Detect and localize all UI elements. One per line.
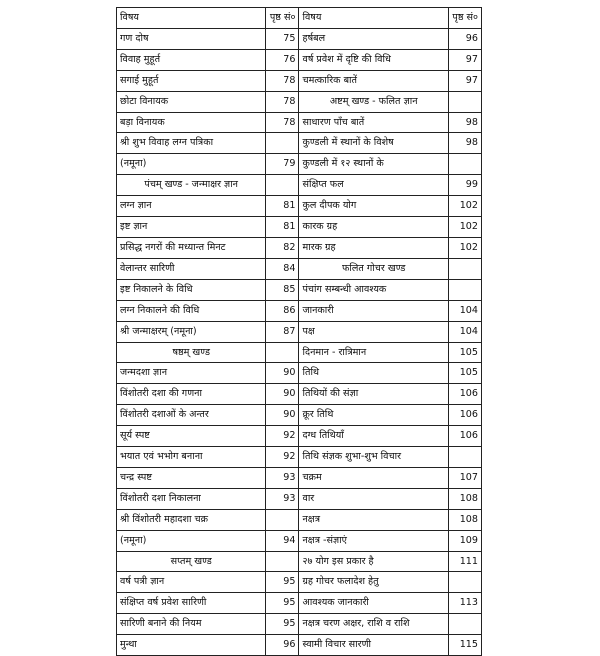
section-page-blank [448, 91, 481, 112]
entry-page-number: 109 [448, 530, 481, 551]
entry-page-number: 78 [266, 70, 299, 91]
entry-title: २७ योग इस प्रकार है [299, 551, 448, 572]
entry-page-number: 97 [448, 70, 481, 91]
entry-title: पंचांग सम्बन्धी आवश्यक [299, 279, 448, 300]
entry-title: नक्षत्र -संज्ञाएं [299, 530, 448, 551]
contents-body [117, 28, 482, 655]
section-heading: सप्तम् खण्ड [117, 551, 266, 572]
entry-title: तिथि [299, 363, 448, 384]
entry-title: लग्न निकालने की विधि [117, 300, 266, 321]
table-row [117, 405, 482, 426]
section-page-blank [448, 258, 481, 279]
entry-title: कारक ग्रह [299, 217, 448, 238]
entry-page-number: 92 [266, 426, 299, 447]
entry-page-number: 93 [266, 467, 299, 488]
entry-page-number: 113 [448, 593, 481, 614]
entry-title: साधारण पाँच बातें [299, 112, 448, 133]
entry-page-number: 84 [266, 258, 299, 279]
table-row [117, 91, 482, 112]
section-heading: पंचम् खण्ड - जन्माक्षर ज्ञान [117, 175, 266, 196]
entry-title: श्री जन्माक्षरम् (नमूना) [117, 321, 266, 342]
entry-title: दिनमान - रात्रिमान [299, 342, 448, 363]
entry-page-number: 111 [448, 551, 481, 572]
entry-page-number [448, 154, 481, 175]
table-row [117, 467, 482, 488]
table-row [117, 384, 482, 405]
entry-title: बड़ा विनायक [117, 112, 266, 133]
entry-title: नक्षत्र चरण अक्षर, राशि व राशि [299, 614, 448, 635]
entry-page-number: 95 [266, 593, 299, 614]
entry-title: (नमूना) [117, 530, 266, 551]
section-heading: षष्ठम् खण्ड [117, 342, 266, 363]
table-row [117, 133, 482, 154]
entry-title: विवाह मुहूर्त [117, 49, 266, 70]
entry-page-number: 78 [266, 91, 299, 112]
entry-title: वर्ष प्रवेश में दृष्टि की विधि [299, 49, 448, 70]
entry-page-number: 102 [448, 217, 481, 238]
entry-title: भयात एवं भभोग बनाना [117, 447, 266, 468]
table-row [117, 447, 482, 468]
entry-page-number: 79 [266, 154, 299, 175]
entry-page-number: 106 [448, 384, 481, 405]
entry-title: जानकारी [299, 300, 448, 321]
entry-page-number: 99 [448, 175, 481, 196]
entry-page-number: 115 [448, 635, 481, 656]
entry-title: वर्ष पत्री ज्ञान [117, 572, 266, 593]
entry-page-number: 104 [448, 300, 481, 321]
table-row [117, 530, 482, 551]
entry-page-number: 102 [448, 196, 481, 217]
entry-page-number: 81 [266, 196, 299, 217]
entry-title: विंशोतरी दशा की गणना [117, 384, 266, 405]
entry-title: तिथियों की संज्ञा [299, 384, 448, 405]
entry-title: छोटा विनायक [117, 91, 266, 112]
entry-page-number: 86 [266, 300, 299, 321]
entry-page-number: 107 [448, 467, 481, 488]
entry-page-number: 98 [448, 112, 481, 133]
header-subject-left: विषय [117, 8, 266, 29]
entry-page-number: 76 [266, 49, 299, 70]
entry-title: सगाई मुहूर्त [117, 70, 266, 91]
entry-page-number: 92 [266, 447, 299, 468]
table-row [117, 49, 482, 70]
header-page-left: पृष्ठ सं० [266, 8, 299, 29]
entry-page-number: 90 [266, 405, 299, 426]
entry-title: जन्मदशा ज्ञान [117, 363, 266, 384]
table-row [117, 154, 482, 175]
entry-title: स्वामी विचार सारणी [299, 635, 448, 656]
entry-title: चन्द्र स्पष्ट [117, 467, 266, 488]
table-row [117, 321, 482, 342]
table-row [117, 196, 482, 217]
entry-page-number: 87 [266, 321, 299, 342]
entry-page-number: 75 [266, 28, 299, 49]
entry-page-number [448, 614, 481, 635]
entry-title: कुल दीपक योग [299, 196, 448, 217]
entry-title: ग्रह गोचर फलादेश हेतु [299, 572, 448, 593]
table-row [117, 300, 482, 321]
entry-title: वेलान्तर सारिणी [117, 258, 266, 279]
entry-page-number: 78 [266, 112, 299, 133]
entry-title: मारक ग्रह [299, 237, 448, 258]
entry-page-number: 81 [266, 217, 299, 238]
contents-table [116, 7, 482, 656]
entry-page-number: 90 [266, 384, 299, 405]
entry-title: इष्ट निकालने के विधि [117, 279, 266, 300]
entry-title: दग्ध तिथियाँ [299, 426, 448, 447]
table-row [117, 614, 482, 635]
section-page-blank [266, 551, 299, 572]
entry-page-number: 95 [266, 614, 299, 635]
table-row [117, 363, 482, 384]
entry-page-number: 93 [266, 488, 299, 509]
entry-title: पक्ष [299, 321, 448, 342]
entry-page-number: 102 [448, 237, 481, 258]
entry-title: सारिणी बनाने की नियम [117, 614, 266, 635]
table-row [117, 593, 482, 614]
entry-page-number: 108 [448, 509, 481, 530]
entry-page-number: 104 [448, 321, 481, 342]
table-row [117, 426, 482, 447]
entry-page-number: 106 [448, 405, 481, 426]
section-page-blank [266, 175, 299, 196]
entry-page-number [448, 279, 481, 300]
entry-page-number: 95 [266, 572, 299, 593]
table-row [117, 258, 482, 279]
entry-title: कुण्डली में १२ स्थानों के [299, 154, 448, 175]
table-row [117, 279, 482, 300]
entry-title: इष्ट ज्ञान [117, 217, 266, 238]
entry-title: चमत्कारिक बातें [299, 70, 448, 91]
entry-title: (नमूना) [117, 154, 266, 175]
entry-title: सूर्य स्पष्ट [117, 426, 266, 447]
entry-title: संक्षिप्त वर्ष प्रवेश सारिणी [117, 593, 266, 614]
header-row [117, 8, 482, 29]
entry-title: मुन्था [117, 635, 266, 656]
entry-title: प्रसिद्ध नगरों की मध्यान्त मिनट [117, 237, 266, 258]
entry-title: विंशोतरी दशा निकालना [117, 488, 266, 509]
entry-title: श्री विंशोतरी महादशा चक्र [117, 509, 266, 530]
entry-title: श्री शुभ विवाह लग्न पत्रिका [117, 133, 266, 154]
section-heading: अष्टम् खण्ड - फलित ज्ञान [299, 91, 448, 112]
entry-page-number: 85 [266, 279, 299, 300]
header-subject-right: विषय [299, 8, 448, 29]
table-row [117, 237, 482, 258]
entry-title: आवश्यक जानकारी [299, 593, 448, 614]
entry-title: विंशोतरी दशाओं के अन्तर [117, 405, 266, 426]
table-row [117, 551, 482, 572]
table-row [117, 342, 482, 363]
entry-title: लग्न ज्ञान [117, 196, 266, 217]
header-page-right: पृष्ठ सं० [448, 8, 481, 29]
table-row [117, 572, 482, 593]
entry-page-number: 105 [448, 363, 481, 384]
entry-page-number [448, 572, 481, 593]
entry-title: नक्षत्र [299, 509, 448, 530]
entry-page-number: 105 [448, 342, 481, 363]
entry-page-number: 90 [266, 363, 299, 384]
table-row [117, 635, 482, 656]
table-row [117, 175, 482, 196]
section-page-blank [266, 342, 299, 363]
entry-page-number: 97 [448, 49, 481, 70]
entry-title: वार [299, 488, 448, 509]
entry-page-number [266, 509, 299, 530]
table-row [117, 28, 482, 49]
table-row [117, 217, 482, 238]
entry-title: चक्रम [299, 467, 448, 488]
entry-page-number [266, 133, 299, 154]
table-row [117, 112, 482, 133]
entry-page-number [448, 447, 481, 468]
entry-title: क्रूर तिथि [299, 405, 448, 426]
entry-page-number: 108 [448, 488, 481, 509]
entry-title: तिथि संज्ञक शुभा-शुभ विचार [299, 447, 448, 468]
entry-page-number: 96 [448, 28, 481, 49]
entry-page-number: 98 [448, 133, 481, 154]
table-row [117, 70, 482, 91]
table-row [117, 509, 482, 530]
entry-page-number: 96 [266, 635, 299, 656]
entry-title: हर्षबल [299, 28, 448, 49]
section-heading: फलित गोचर खण्ड [299, 258, 448, 279]
entry-page-number: 106 [448, 426, 481, 447]
entry-page-number: 82 [266, 237, 299, 258]
entry-page-number: 94 [266, 530, 299, 551]
entry-title: गण दोष [117, 28, 266, 49]
entry-title: कुण्डली में स्थानों के विशेष [299, 133, 448, 154]
table-row [117, 488, 482, 509]
entry-title: संक्षिप्त फल [299, 175, 448, 196]
